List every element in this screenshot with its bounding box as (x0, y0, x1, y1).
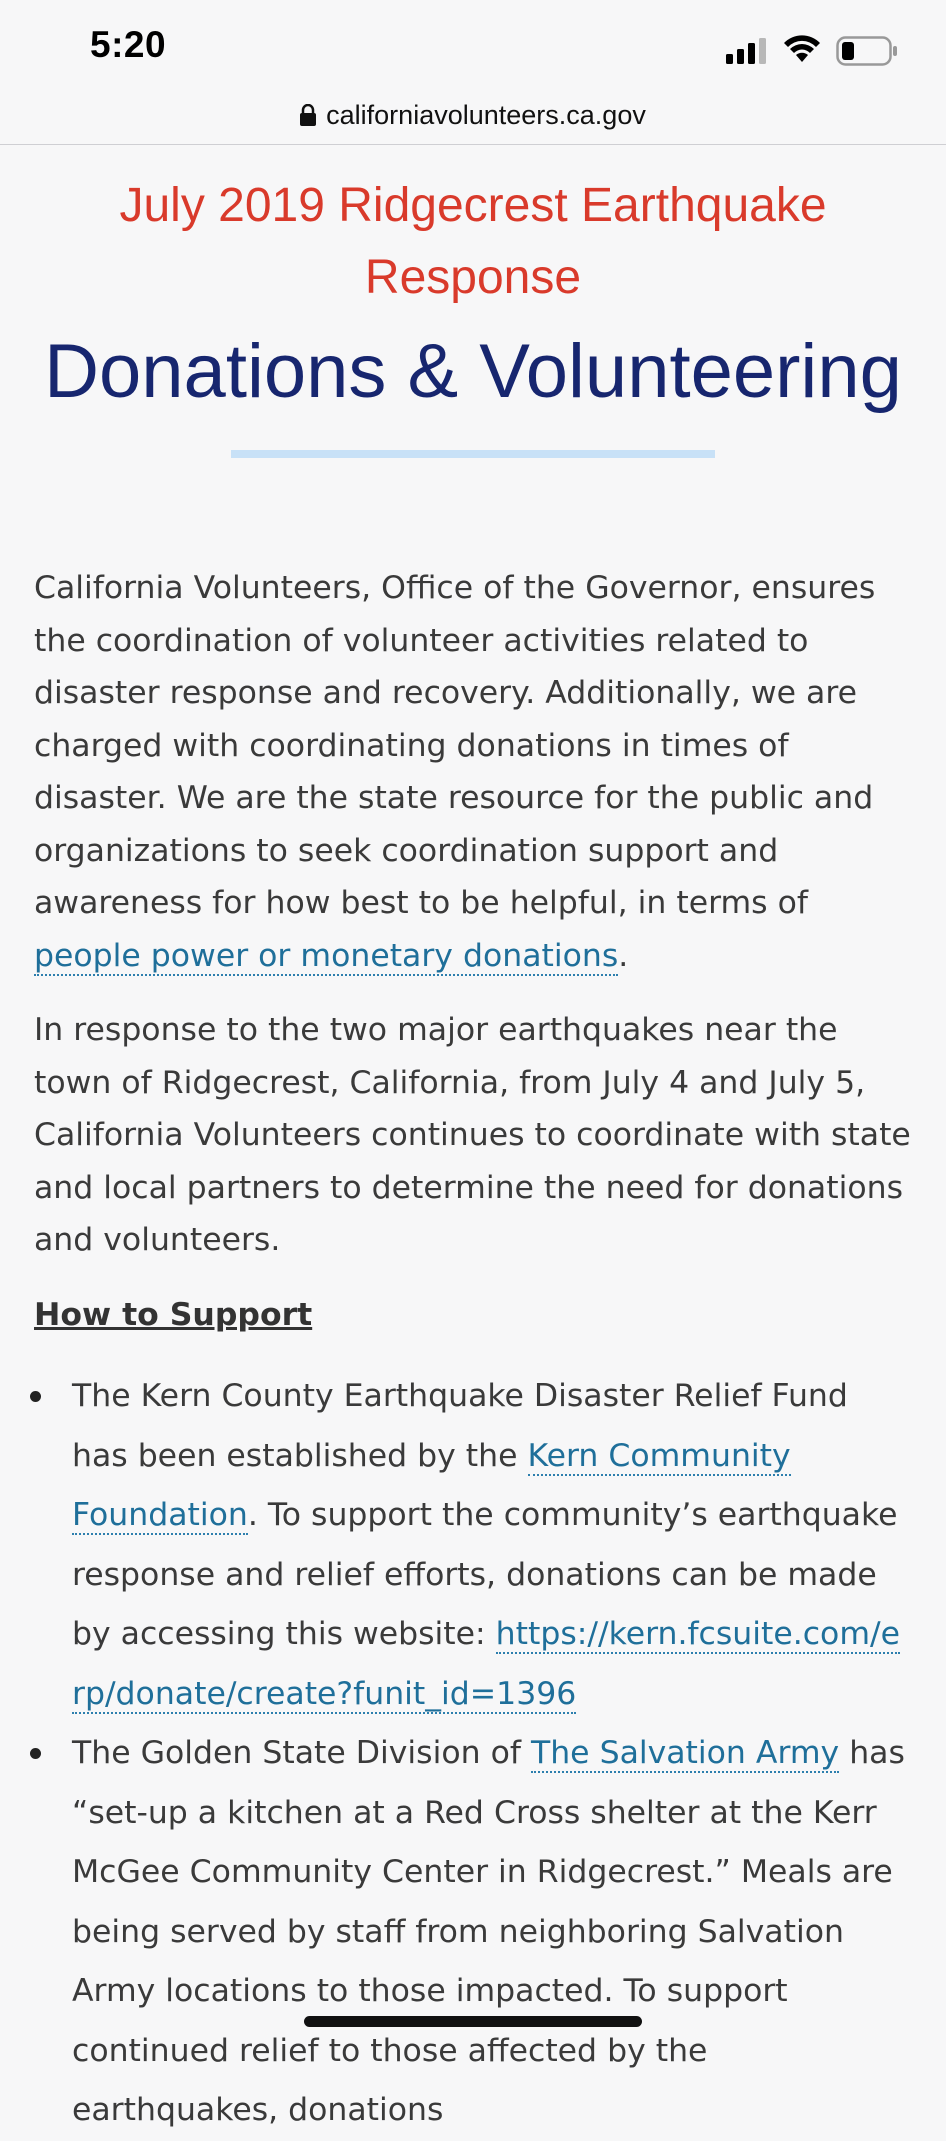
section-heading: How to Support (34, 1296, 313, 1333)
address-bar[interactable] (0, 86, 946, 144)
bullet-icon (30, 1391, 41, 1402)
status-time: 5:20 (90, 24, 167, 65)
status-bar (0, 0, 946, 100)
lock-icon (300, 104, 316, 126)
list-item: The Kern County Earthquake Disaster Relief Fund has been established by the Kern Community Foundation. To support the community’s earthquake response and relief efforts, donations can be made by accessing this website: https://kern.fcsuite.com/erp/donate/create?funit_id=1396 (34, 1367, 912, 1724)
wifi-icon (782, 34, 822, 64)
page-content (0, 160, 946, 2141)
battery-icon (836, 36, 898, 66)
list-item: The Golden State Division of The Salvation Army has “set-up a kitchen at a Red Cross shelter at the Kerr McGee Community Center in Ridgecrest.” Meals are being served by staff from neighboring Salvation Army locations to those impacted. To support continued relief to those affected by the earthquakes, donations (34, 1724, 912, 2141)
donate-url-link[interactable]: https://kern.fcsuite.com/erp/donate/create?funit_id=1396 (72, 1616, 901, 1712)
home-indicator[interactable] (304, 2016, 642, 2027)
donations-link[interactable]: people power or monetary donations (34, 937, 619, 974)
kern-community-foundation-link[interactable]: Kern Community Foundation (72, 1437, 791, 1533)
response-paragraph: In response to the two major earthquakes near the town of Ridgecrest, California, from July 4 and July 5, California Volunteers continues to coordinate with state and local partners to determine the need for donations and volunteers. (34, 1012, 911, 1258)
event-title: July 2019 Ridgecrest Earthquake Response (119, 179, 827, 304)
header-divider (0, 144, 946, 145)
salvation-army-link[interactable]: The Salvation Army (530, 1735, 840, 1771)
title-underline (231, 450, 715, 458)
page-title: Donations & Volunteering (44, 329, 902, 414)
bullet-icon (30, 1748, 41, 1759)
url-text[interactable]: californiavolunteers.ca.gov (326, 99, 646, 130)
intro-paragraph: California Volunteers, Office of the Governor, ensures the coordination of volunteer activities related to disaster response and recovery. Additionally, we are charged with coordinating donations in times of disaster. We are the state resource for the public and organizations to seek coordination support and awareness for how best to be helpful, in terms of people power or monetary donations. (34, 570, 876, 974)
signal-icon (726, 38, 768, 64)
article-body (0, 562, 946, 2141)
